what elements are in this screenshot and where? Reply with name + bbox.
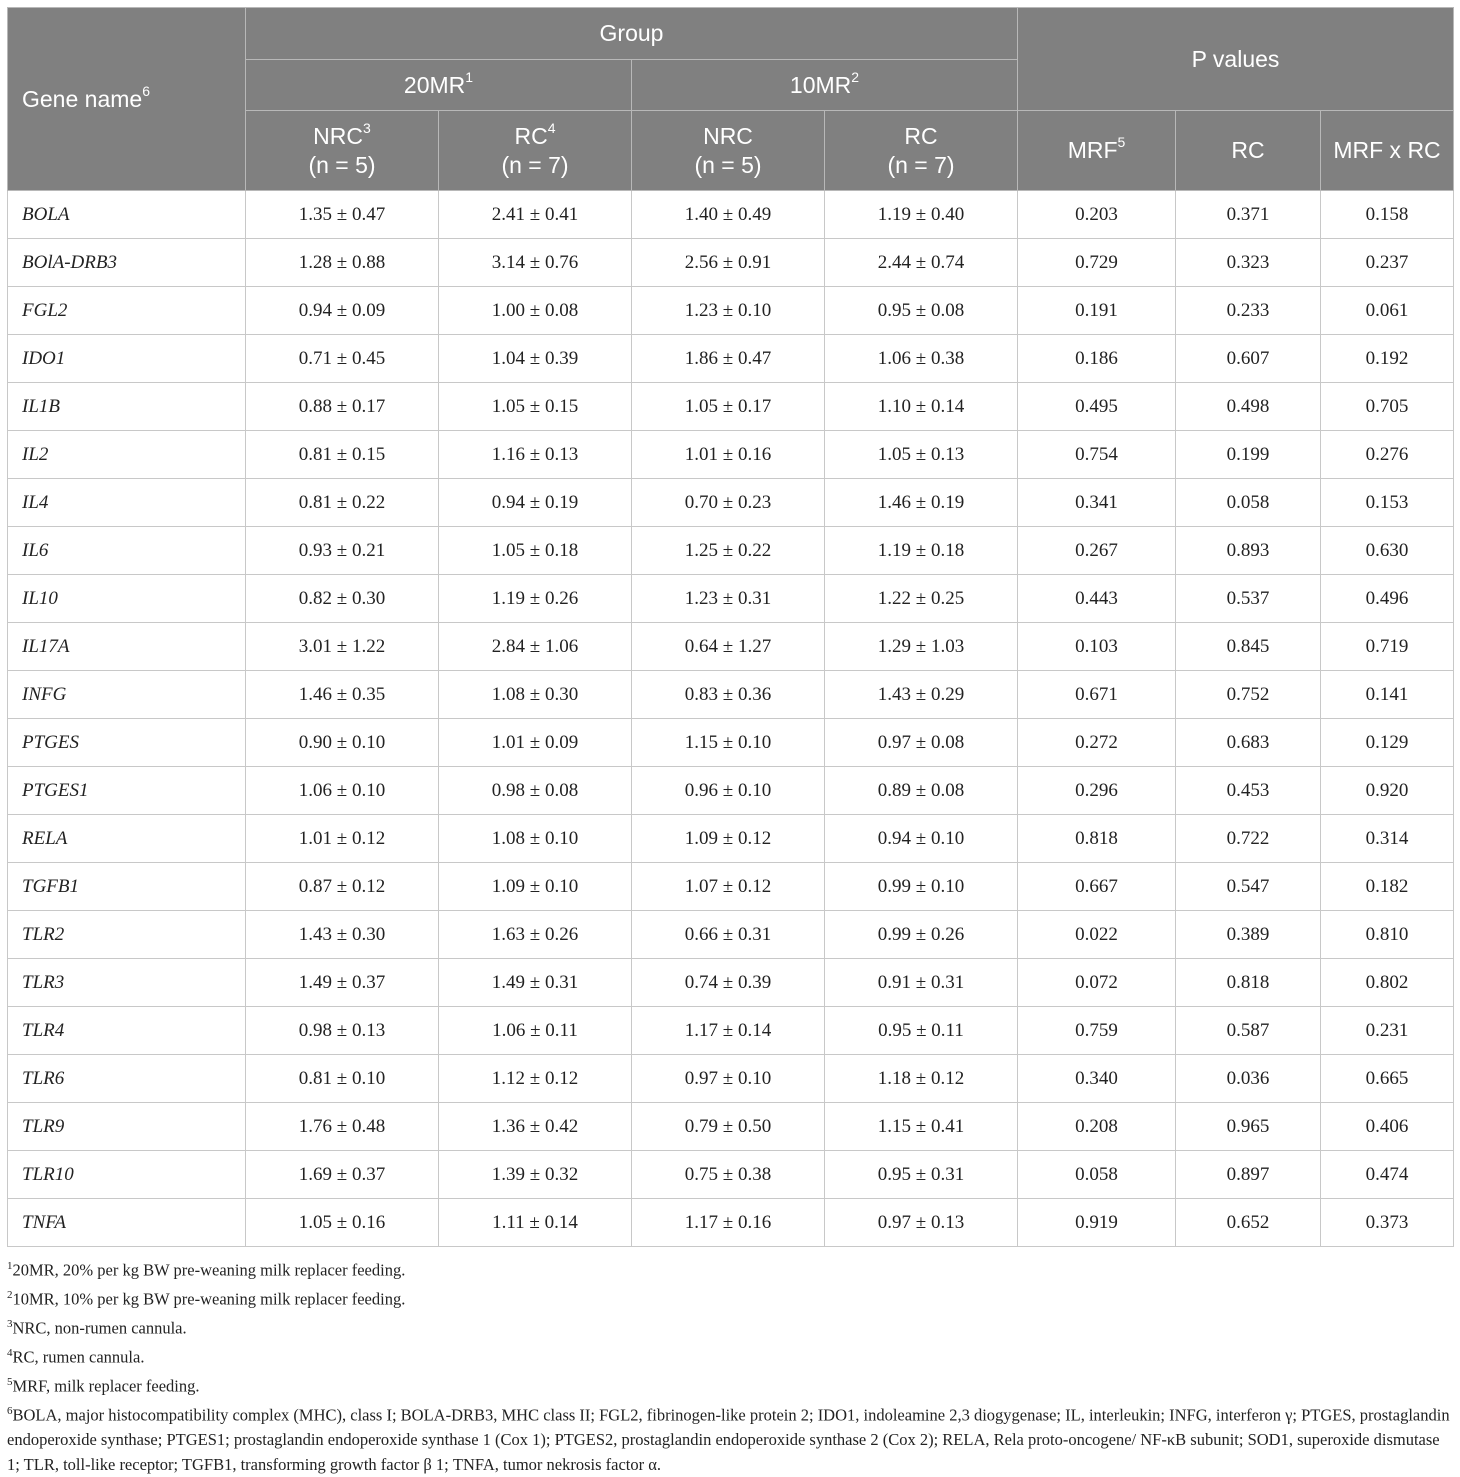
value-cell-p-int: 0.192	[1321, 335, 1454, 383]
footnote-text: RC, rumen cannula.	[12, 1347, 145, 1367]
value-cell-rc20: 1.04 ± 0.39	[439, 335, 632, 383]
table-row	[8, 239, 1454, 287]
footnote-mark: 2	[7, 1289, 13, 1301]
gene-name-cell: IL2	[8, 431, 246, 479]
value-cell-p-int: 0.141	[1321, 671, 1454, 719]
value-cell-nrc20: 0.81 ± 0.15	[246, 431, 439, 479]
value-cell-rc20: 1.06 ± 0.11	[439, 1007, 632, 1055]
nrc-20-header: NRC$^3$ (n = 5)	[246, 111, 439, 191]
table-row	[8, 959, 1454, 1007]
value-cell-p-rc: 0.607	[1176, 335, 1321, 383]
value-cell-nrc20: 0.88 ± 0.17	[246, 383, 439, 431]
value-cell-p-rc: 0.199	[1176, 431, 1321, 479]
mr20-header: $20MR^1$	[246, 60, 632, 111]
value-cell-p-mrf: 0.208	[1018, 1103, 1176, 1151]
value-cell-rc10: 1.19 ± 0.18	[825, 527, 1018, 575]
value-cell-p-mrf: 0.203	[1018, 191, 1176, 239]
value-cell-rc10: 1.43 ± 0.29	[825, 671, 1018, 719]
value-cell-p-rc: 0.965	[1176, 1103, 1321, 1151]
value-cell-rc10: 0.99 ± 0.26	[825, 911, 1018, 959]
gene-name-cell: TLR6	[8, 1055, 246, 1103]
gene-name-cell: TLR2	[8, 911, 246, 959]
value-cell-rc20: 1.08 ± 0.30	[439, 671, 632, 719]
value-cell-rc20: 1.11 ± 0.14	[439, 1199, 632, 1247]
table-row	[8, 527, 1454, 575]
gene-name-cell: BOlA-DRB3	[8, 239, 246, 287]
value-cell-nrc20: 1.43 ± 0.30	[246, 911, 439, 959]
value-cell-p-mrf: 0.186	[1018, 335, 1176, 383]
table-row	[8, 1199, 1454, 1247]
value-cell-p-rc: 0.547	[1176, 863, 1321, 911]
p-values-header: P values	[1018, 8, 1454, 111]
value-cell-nrc20: 0.98 ± 0.13	[246, 1007, 439, 1055]
value-cell-p-mrf: 0.671	[1018, 671, 1176, 719]
value-cell-p-rc: 0.683	[1176, 719, 1321, 767]
footnote	[7, 1341, 1453, 1370]
value-cell-p-mrf: 0.443	[1018, 575, 1176, 623]
value-cell-p-mrf: 0.058	[1018, 1151, 1176, 1199]
table-row	[8, 1007, 1454, 1055]
value-cell-nrc10: 0.75 ± 0.38	[632, 1151, 825, 1199]
value-cell-nrc20: 1.01 ± 0.12	[246, 815, 439, 863]
footnote	[7, 1399, 1453, 1477]
value-cell-nrc10: 0.70 ± 0.23	[632, 479, 825, 527]
table-row	[8, 575, 1454, 623]
value-cell-nrc20: 1.46 ± 0.35	[246, 671, 439, 719]
table-container	[7, 7, 1453, 1477]
footnote-mark: 6	[7, 1405, 13, 1417]
value-cell-rc10: 1.29 ± 1.03	[825, 623, 1018, 671]
group-header: Group	[246, 8, 1018, 60]
footnote-mark: 3	[7, 1318, 13, 1330]
value-cell-p-mrf: 0.072	[1018, 959, 1176, 1007]
gene-name-cell: INFG	[8, 671, 246, 719]
footnote-text: NRC, non-rumen cannula.	[12, 1318, 187, 1338]
value-cell-nrc20: 0.71 ± 0.45	[246, 335, 439, 383]
value-cell-p-mrf: 0.759	[1018, 1007, 1176, 1055]
gene-name-cell: RELA	[8, 815, 246, 863]
footnote-text: BOLA, major histocompatibility complex (MHC), class I; BOLA-DRB3, MHC class II; FGL2, fibrinogen-like protein 2; IDO1, indoleamine 2,3 diogygenase; IL, interleukin; INFG, interferon γ; PTGES, prostaglandin endoperoxide synthase; PTGES1; prostaglandin endoperoxide synthase 1 (Cox 1); PTGES2, prostaglandin endoperoxide synthase 2 (Cox 2); RELA, Rela proto-oncogene/ NF-κB subunit; SOD1, superoxide dismutase 1; TLR, toll-like receptor; TGFB1, transforming growth factor β 1; TNFA, tumor nekrosis factor α.	[7, 1405, 1450, 1474]
value-cell-rc20: 1.09 ± 0.10	[439, 863, 632, 911]
value-cell-p-int: 0.719	[1321, 623, 1454, 671]
value-cell-p-rc: 0.845	[1176, 623, 1321, 671]
value-cell-p-mrf: 0.919	[1018, 1199, 1176, 1247]
value-cell-rc10: 1.06 ± 0.38	[825, 335, 1018, 383]
value-cell-p-rc: 0.893	[1176, 527, 1321, 575]
value-cell-nrc20: 1.49 ± 0.37	[246, 959, 439, 1007]
table-row	[8, 287, 1454, 335]
table-row	[8, 911, 1454, 959]
value-cell-p-rc: 0.371	[1176, 191, 1321, 239]
value-cell-rc20: 0.98 ± 0.08	[439, 767, 632, 815]
gene-name-cell: PTGES	[8, 719, 246, 767]
value-cell-p-int: 0.061	[1321, 287, 1454, 335]
table-row	[8, 1055, 1454, 1103]
value-cell-p-rc: 0.897	[1176, 1151, 1321, 1199]
value-cell-nrc10: 0.74 ± 0.39	[632, 959, 825, 1007]
gene-name-cell: PTGES1	[8, 767, 246, 815]
value-cell-nrc10: 0.64 ± 1.27	[632, 623, 825, 671]
value-cell-p-rc: 0.036	[1176, 1055, 1321, 1103]
value-cell-p-rc: 0.323	[1176, 239, 1321, 287]
footnote	[7, 1370, 1453, 1399]
value-cell-p-int: 0.630	[1321, 527, 1454, 575]
footnote	[7, 1312, 1453, 1341]
value-cell-p-rc: 0.389	[1176, 911, 1321, 959]
value-cell-rc10: 0.89 ± 0.08	[825, 767, 1018, 815]
value-cell-nrc10: 0.96 ± 0.10	[632, 767, 825, 815]
value-cell-p-rc: 0.453	[1176, 767, 1321, 815]
value-cell-nrc10: 1.23 ± 0.31	[632, 575, 825, 623]
gene-name-cell: IL1B	[8, 383, 246, 431]
value-cell-nrc10: 0.79 ± 0.50	[632, 1103, 825, 1151]
value-cell-rc10: 0.97 ± 0.13	[825, 1199, 1018, 1247]
value-cell-nrc10: 1.09 ± 0.12	[632, 815, 825, 863]
value-cell-p-int: 0.474	[1321, 1151, 1454, 1199]
value-cell-nrc10: 0.97 ± 0.10	[632, 1055, 825, 1103]
value-cell-nrc20: 1.35 ± 0.47	[246, 191, 439, 239]
value-cell-p-mrf: 0.341	[1018, 479, 1176, 527]
value-cell-p-mrf: 0.754	[1018, 431, 1176, 479]
value-cell-nrc20: 3.01 ± 1.22	[246, 623, 439, 671]
nrc-10-header: NRC (n = 5)	[632, 111, 825, 191]
value-cell-p-mrf: 0.191	[1018, 287, 1176, 335]
mr10-header: $10MR^2$	[632, 60, 1018, 111]
table-row	[8, 431, 1454, 479]
value-cell-p-rc: 0.587	[1176, 1007, 1321, 1055]
footnote-mark: 4	[7, 1347, 13, 1359]
value-cell-p-int: 0.705	[1321, 383, 1454, 431]
value-cell-rc20: 2.41 ± 0.41	[439, 191, 632, 239]
table-row	[8, 623, 1454, 671]
table-row	[8, 191, 1454, 239]
value-cell-nrc20: 1.69 ± 0.37	[246, 1151, 439, 1199]
value-cell-nrc10: 1.07 ± 0.12	[632, 863, 825, 911]
value-cell-p-rc: 0.652	[1176, 1199, 1321, 1247]
value-cell-nrc10: 1.86 ± 0.47	[632, 335, 825, 383]
table-row	[8, 719, 1454, 767]
value-cell-p-int: 0.496	[1321, 575, 1454, 623]
value-cell-p-int: 0.665	[1321, 1055, 1454, 1103]
table-row	[8, 1103, 1454, 1151]
value-cell-nrc20: 0.94 ± 0.09	[246, 287, 439, 335]
value-cell-p-mrf: 0.022	[1018, 911, 1176, 959]
value-cell-nrc10: 1.15 ± 0.10	[632, 719, 825, 767]
gene-name-cell: FGL2	[8, 287, 246, 335]
gene-name-cell: TGFB1	[8, 863, 246, 911]
value-cell-rc20: 0.94 ± 0.19	[439, 479, 632, 527]
value-cell-nrc10: 1.40 ± 0.49	[632, 191, 825, 239]
value-cell-rc10: 1.22 ± 0.25	[825, 575, 1018, 623]
value-cell-rc20: 1.12 ± 0.12	[439, 1055, 632, 1103]
gene-expression-table	[7, 7, 1454, 1247]
value-cell-nrc20: 1.28 ± 0.88	[246, 239, 439, 287]
value-cell-rc20: 1.05 ± 0.18	[439, 527, 632, 575]
value-cell-p-int: 0.182	[1321, 863, 1454, 911]
value-cell-p-int: 0.129	[1321, 719, 1454, 767]
value-cell-nrc20: 0.93 ± 0.21	[246, 527, 439, 575]
table-row	[8, 479, 1454, 527]
value-cell-p-int: 0.158	[1321, 191, 1454, 239]
gene-name-cell: BOLA	[8, 191, 246, 239]
value-cell-rc10: 1.19 ± 0.40	[825, 191, 1018, 239]
value-cell-nrc10: 1.05 ± 0.17	[632, 383, 825, 431]
value-cell-rc10: 0.95 ± 0.31	[825, 1151, 1018, 1199]
value-cell-p-int: 0.314	[1321, 815, 1454, 863]
value-cell-p-int: 0.406	[1321, 1103, 1454, 1151]
value-cell-nrc10: 1.17 ± 0.16	[632, 1199, 825, 1247]
table-row	[8, 671, 1454, 719]
table-row	[8, 863, 1454, 911]
table-row	[8, 767, 1454, 815]
value-cell-rc20: 1.08 ± 0.10	[439, 815, 632, 863]
table-row	[8, 335, 1454, 383]
value-cell-rc20: 1.01 ± 0.09	[439, 719, 632, 767]
value-cell-rc20: 1.36 ± 0.42	[439, 1103, 632, 1151]
value-cell-rc10: 0.99 ± 0.10	[825, 863, 1018, 911]
value-cell-p-mrf: 0.667	[1018, 863, 1176, 911]
value-cell-rc20: 2.84 ± 1.06	[439, 623, 632, 671]
value-cell-p-mrf: 0.729	[1018, 239, 1176, 287]
gene-name-cell: TLR10	[8, 1151, 246, 1199]
gene-name-cell: IL6	[8, 527, 246, 575]
value-cell-rc20: 1.39 ± 0.32	[439, 1151, 632, 1199]
value-cell-p-int: 0.153	[1321, 479, 1454, 527]
value-cell-nrc10: 2.56 ± 0.91	[632, 239, 825, 287]
value-cell-p-int: 0.231	[1321, 1007, 1454, 1055]
value-cell-rc10: 1.18 ± 0.12	[825, 1055, 1018, 1103]
gene-name-header: Gene name$^6$	[8, 8, 246, 191]
value-cell-nrc20: 1.05 ± 0.16	[246, 1199, 439, 1247]
mrf-x-rc-header: MRF x RC	[1321, 111, 1454, 191]
value-cell-nrc20: 0.87 ± 0.12	[246, 863, 439, 911]
gene-name-cell: IL4	[8, 479, 246, 527]
footnote-mark: 5	[7, 1376, 13, 1388]
rc-p-header: RC	[1176, 111, 1321, 191]
value-cell-p-rc: 0.233	[1176, 287, 1321, 335]
value-cell-p-int: 0.276	[1321, 431, 1454, 479]
value-cell-p-int: 0.373	[1321, 1199, 1454, 1247]
footnote	[7, 1283, 1453, 1312]
gene-name-cell: IDO1	[8, 335, 246, 383]
value-cell-p-rc: 0.722	[1176, 815, 1321, 863]
value-cell-rc10: 1.05 ± 0.13	[825, 431, 1018, 479]
value-cell-nrc20: 1.76 ± 0.48	[246, 1103, 439, 1151]
value-cell-nrc20: 1.06 ± 0.10	[246, 767, 439, 815]
value-cell-p-mrf: 0.103	[1018, 623, 1176, 671]
value-cell-rc10: 0.91 ± 0.31	[825, 959, 1018, 1007]
value-cell-p-mrf: 0.495	[1018, 383, 1176, 431]
table-row	[8, 815, 1454, 863]
footnote-text: 10MR, 10% per kg BW pre-weaning milk replacer feeding.	[12, 1289, 406, 1309]
value-cell-p-int: 0.920	[1321, 767, 1454, 815]
rc-10-header: RC (n = 7)	[825, 111, 1018, 191]
value-cell-p-rc: 0.537	[1176, 575, 1321, 623]
value-cell-nrc10: 1.25 ± 0.22	[632, 527, 825, 575]
value-cell-p-mrf: 0.340	[1018, 1055, 1176, 1103]
value-cell-rc10: 1.46 ± 0.19	[825, 479, 1018, 527]
value-cell-p-mrf: 0.272	[1018, 719, 1176, 767]
value-cell-nrc10: 1.01 ± 0.16	[632, 431, 825, 479]
value-cell-p-rc: 0.058	[1176, 479, 1321, 527]
value-cell-nrc10: 0.83 ± 0.36	[632, 671, 825, 719]
value-cell-p-int: 0.802	[1321, 959, 1454, 1007]
value-cell-rc10: 0.97 ± 0.08	[825, 719, 1018, 767]
value-cell-rc20: 1.63 ± 0.26	[439, 911, 632, 959]
value-cell-p-rc: 0.818	[1176, 959, 1321, 1007]
value-cell-rc20: 1.16 ± 0.13	[439, 431, 632, 479]
value-cell-rc20: 1.49 ± 0.31	[439, 959, 632, 1007]
table-row	[8, 383, 1454, 431]
value-cell-nrc20: 0.90 ± 0.10	[246, 719, 439, 767]
value-cell-p-rc: 0.752	[1176, 671, 1321, 719]
value-cell-rc20: 1.00 ± 0.08	[439, 287, 632, 335]
value-cell-p-int: 0.237	[1321, 239, 1454, 287]
value-cell-nrc10: 0.66 ± 0.31	[632, 911, 825, 959]
table-row	[8, 1151, 1454, 1199]
value-cell-p-rc: 0.498	[1176, 383, 1321, 431]
value-cell-p-int: 0.810	[1321, 911, 1454, 959]
value-cell-rc10: 0.94 ± 0.10	[825, 815, 1018, 863]
gene-name-cell: TNFA	[8, 1199, 246, 1247]
value-cell-p-mrf: 0.818	[1018, 815, 1176, 863]
value-cell-nrc10: 1.17 ± 0.14	[632, 1007, 825, 1055]
gene-name-cell: TLR3	[8, 959, 246, 1007]
mrf-header: MRF$^5$	[1018, 111, 1176, 191]
value-cell-nrc20: 0.82 ± 0.30	[246, 575, 439, 623]
table-body	[8, 191, 1454, 1247]
value-cell-rc20: 3.14 ± 0.76	[439, 239, 632, 287]
gene-name-cell: TLR4	[8, 1007, 246, 1055]
value-cell-rc10: 1.15 ± 0.41	[825, 1103, 1018, 1151]
gene-name-cell: TLR9	[8, 1103, 246, 1151]
footnote-mark: 1	[7, 1260, 13, 1272]
value-cell-rc20: 1.19 ± 0.26	[439, 575, 632, 623]
value-cell-p-mrf: 0.296	[1018, 767, 1176, 815]
footnote-text: 20MR, 20% per kg BW pre-weaning milk replacer feeding.	[12, 1260, 406, 1280]
rc-20-header: $RC^4$ (n = 7)	[439, 111, 632, 191]
value-cell-nrc20: 0.81 ± 0.22	[246, 479, 439, 527]
value-cell-rc10: 1.10 ± 0.14	[825, 383, 1018, 431]
footnotes	[7, 1254, 1453, 1477]
value-cell-rc10: 2.44 ± 0.74	[825, 239, 1018, 287]
value-cell-nrc20: 0.81 ± 0.10	[246, 1055, 439, 1103]
value-cell-nrc10: 1.23 ± 0.10	[632, 287, 825, 335]
gene-name-cell: IL10	[8, 575, 246, 623]
value-cell-rc10: 0.95 ± 0.11	[825, 1007, 1018, 1055]
footnote-text: MRF, milk replacer feeding.	[12, 1376, 200, 1396]
value-cell-rc20: 1.05 ± 0.15	[439, 383, 632, 431]
value-cell-p-mrf: 0.267	[1018, 527, 1176, 575]
gene-name-cell: IL17A	[8, 623, 246, 671]
value-cell-rc10: 0.95 ± 0.08	[825, 287, 1018, 335]
footnote	[7, 1254, 1453, 1283]
